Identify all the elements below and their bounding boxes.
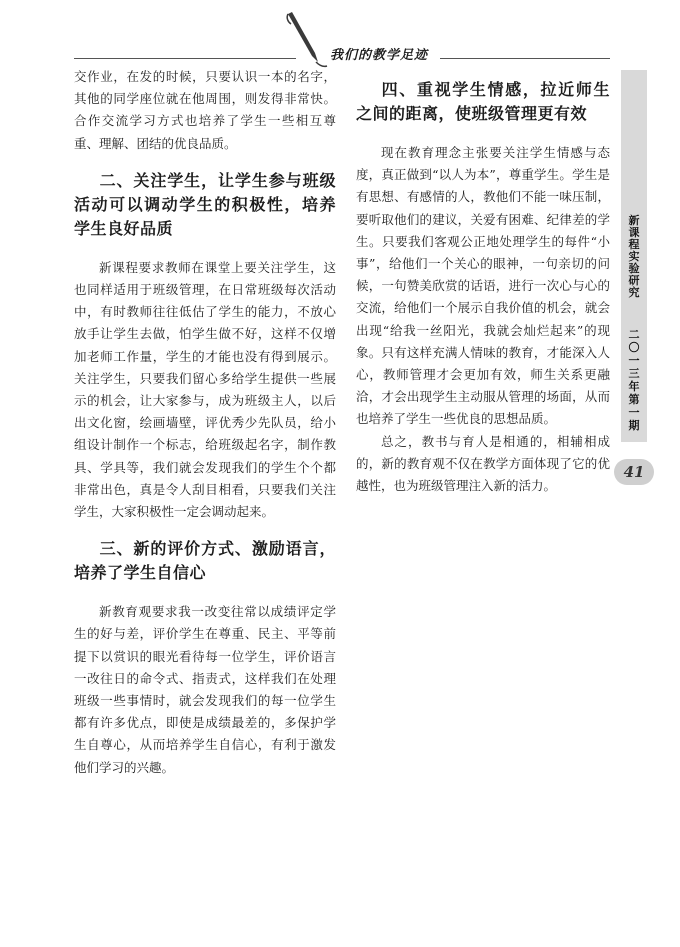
section-4-heading: 四、重视学生情感，拉近师生之间的距离，使班级管理更有效 [356, 80, 610, 123]
section-2-heading: 二、关注学生，让学生参与班级活动可以调动学生的积极性，培养学生良好品质 [74, 170, 336, 238]
section-4-paragraph-1: 现在教育理念主张要关注学生情感与态度，真正做到“以人为本”，尊重学生。学生是有思想、有感情的人，教他们不能一味压制，要听取他们的建议，关爱有困难、纪律差的学生。只要我们客观公正地处理学生的每件“小事”，给他们一个关心的眼神，一句亲切的问候，一句赞美欣赏的话语，进行一次心与心的交流，给他们一个展示自我价值的机会，就会出现“给我一丝阳光，我就会灿烂起来”的现象。只有这样充满人情味的教育，才能深入人心，教师管理才会更加有效，师生关系更融洽，才会出现学生主动服从管理的场面，从而也培养了学生一些优良的思想品质。 [356, 145, 610, 427]
left-column [74, 66, 336, 779]
page-number: 41 [614, 459, 654, 485]
section-4-paragraph-2: 总之，教书与育人是相通的，相辅相成的，新的教育观不仅在教学方面体现了它的优越性，也为班级管理注入新的活力。 [356, 433, 610, 494]
header-title: 我们的教学足迹 [330, 48, 429, 63]
right-column [356, 78, 610, 497]
section-3-heading: 三、新的评价方式、激励语言，培养了学生自信心 [74, 539, 336, 583]
journal-name: 新课程实验研究 [628, 214, 640, 299]
section-2-paragraph: 新课程要求教师在课堂上要关注学生，这也同样适用于班级管理，在日常班级每次活动中，有时教师往往低估了学生的能力，不放心放手让学生去做，怕学生做不好，这样不仅增加老师工作量，学生的才能也没有得到展示。关注学生，只要我们留心多给学生提供一些展示的机会，让大家参与，成为班级主人，以后出文化窗，绘画墙壁，评优秀少先队员，给小组设计制作一个标志，给班级起名字，制作教具、学具等，我们就会发现我们的学生个个都非常出色，真是令人刮目相看，只要我们关注学生，大家积极性一定会调动起来。 [74, 259, 336, 520]
header-rule-right [440, 58, 610, 59]
pen-icon [282, 12, 328, 68]
header-rule-left [74, 58, 296, 59]
section-3-paragraph: 新教育观要求我一改变往常以成绩评定学生的好与差，评价学生在尊重、民主、平等前提下以赏识的眼光看待每一位学生，评价语言一改往日的命令式、指责式，这样我们在处理班级一些事情时，就会发现我们的每一位学生都有许多优点，即使是成绩最差的，多保护学生自尊心，从而培养学生自信心，有利于激发他们学习的兴趣。 [74, 604, 336, 775]
issue-label: 二〇一三年第一期 [628, 328, 640, 432]
intro-paragraph: 交作业，在发的时候，只要认识一本的名字，其他的同学座位就在他周围，则发得非常快。合作交流学习方式也培养了学生一些相互尊重、理解、团结的优良品质。 [74, 69, 336, 151]
